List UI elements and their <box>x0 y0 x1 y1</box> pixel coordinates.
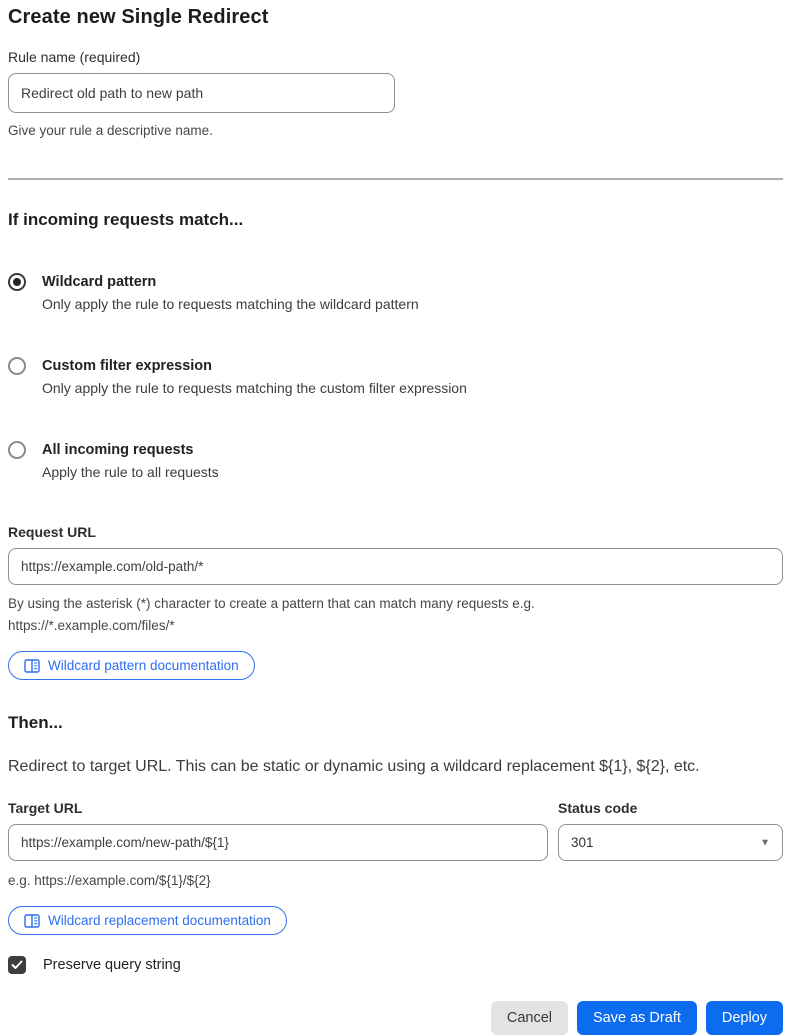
save-as-draft-button[interactable]: Save as Draft <box>577 1001 697 1035</box>
status-code-label: Status code <box>558 800 638 816</box>
cancel-button[interactable]: Cancel <box>491 1001 568 1035</box>
radio-option-label: Wildcard pattern <box>42 274 157 290</box>
rule-name-input[interactable] <box>8 73 395 113</box>
status-code-select[interactable] <box>558 824 783 861</box>
chevron-down-icon: ▼ <box>760 837 770 848</box>
request-url-input[interactable] <box>8 548 783 585</box>
radio-option-wildcard-pattern[interactable] <box>8 272 783 316</box>
radio-option-description: Only apply the rule to requests matching the custom filter expression <box>42 380 467 396</box>
page-title: Create new Single Redirect <box>8 6 269 28</box>
radio-button-icon[interactable] <box>8 273 26 291</box>
deploy-button[interactable]: Deploy <box>706 1001 783 1035</box>
match-section-heading: If incoming requests match... <box>8 210 244 229</box>
target-url-input[interactable] <box>8 824 548 861</box>
then-section-heading: Then... <box>8 713 63 732</box>
rule-name-help: Give your rule a descriptive name. <box>8 123 213 138</box>
target-url-label: Target URL <box>8 800 83 816</box>
preserve-query-row <box>8 956 783 974</box>
request-url-help <box>8 593 783 637</box>
target-url-help: e.g. https://example.com/${1}/${2} <box>8 873 211 888</box>
radio-option-description: Apply the rule to all requests <box>42 464 219 480</box>
checkmark-icon <box>11 960 23 970</box>
wildcard-pattern-docs-button[interactable] <box>8 651 255 680</box>
radio-button-icon[interactable] <box>8 357 26 375</box>
rule-name-label: Rule name (required) <box>8 49 141 65</box>
book-icon <box>24 659 40 673</box>
radio-option-all-requests[interactable] <box>8 440 783 484</box>
radio-option-label: All incoming requests <box>42 442 194 458</box>
radio-option-custom-filter[interactable] <box>8 356 783 400</box>
radio-button-icon[interactable] <box>8 441 26 459</box>
radio-option-description: Only apply the rule to requests matching the wildcard pattern <box>42 296 419 312</box>
request-url-help-line2: https://*.example.com/files/* <box>8 618 175 633</box>
then-description: Redirect to target URL. This can be static or dynamic using a wildcard replacement ${1}, ${2}, etc. <box>8 758 700 775</box>
match-type-radio-group <box>8 272 783 484</box>
doc-button-label: Wildcard replacement documentation <box>48 913 271 928</box>
status-code-value: 301 <box>571 835 594 850</box>
preserve-query-checkbox[interactable] <box>8 956 26 974</box>
preserve-query-label: Preserve query string <box>43 957 181 973</box>
book-icon <box>24 914 40 928</box>
request-url-label: Request URL <box>8 524 96 540</box>
footer-actions <box>8 1001 783 1035</box>
request-url-help-line1: By using the asterisk (*) character to create a pattern that can match many requests e.g. <box>8 596 535 611</box>
wildcard-replacement-docs-button[interactable] <box>8 906 287 935</box>
doc-button-label: Wildcard pattern documentation <box>48 658 239 673</box>
target-url-row <box>8 776 783 861</box>
radio-option-label: Custom filter expression <box>42 358 213 374</box>
section-divider <box>8 178 783 180</box>
